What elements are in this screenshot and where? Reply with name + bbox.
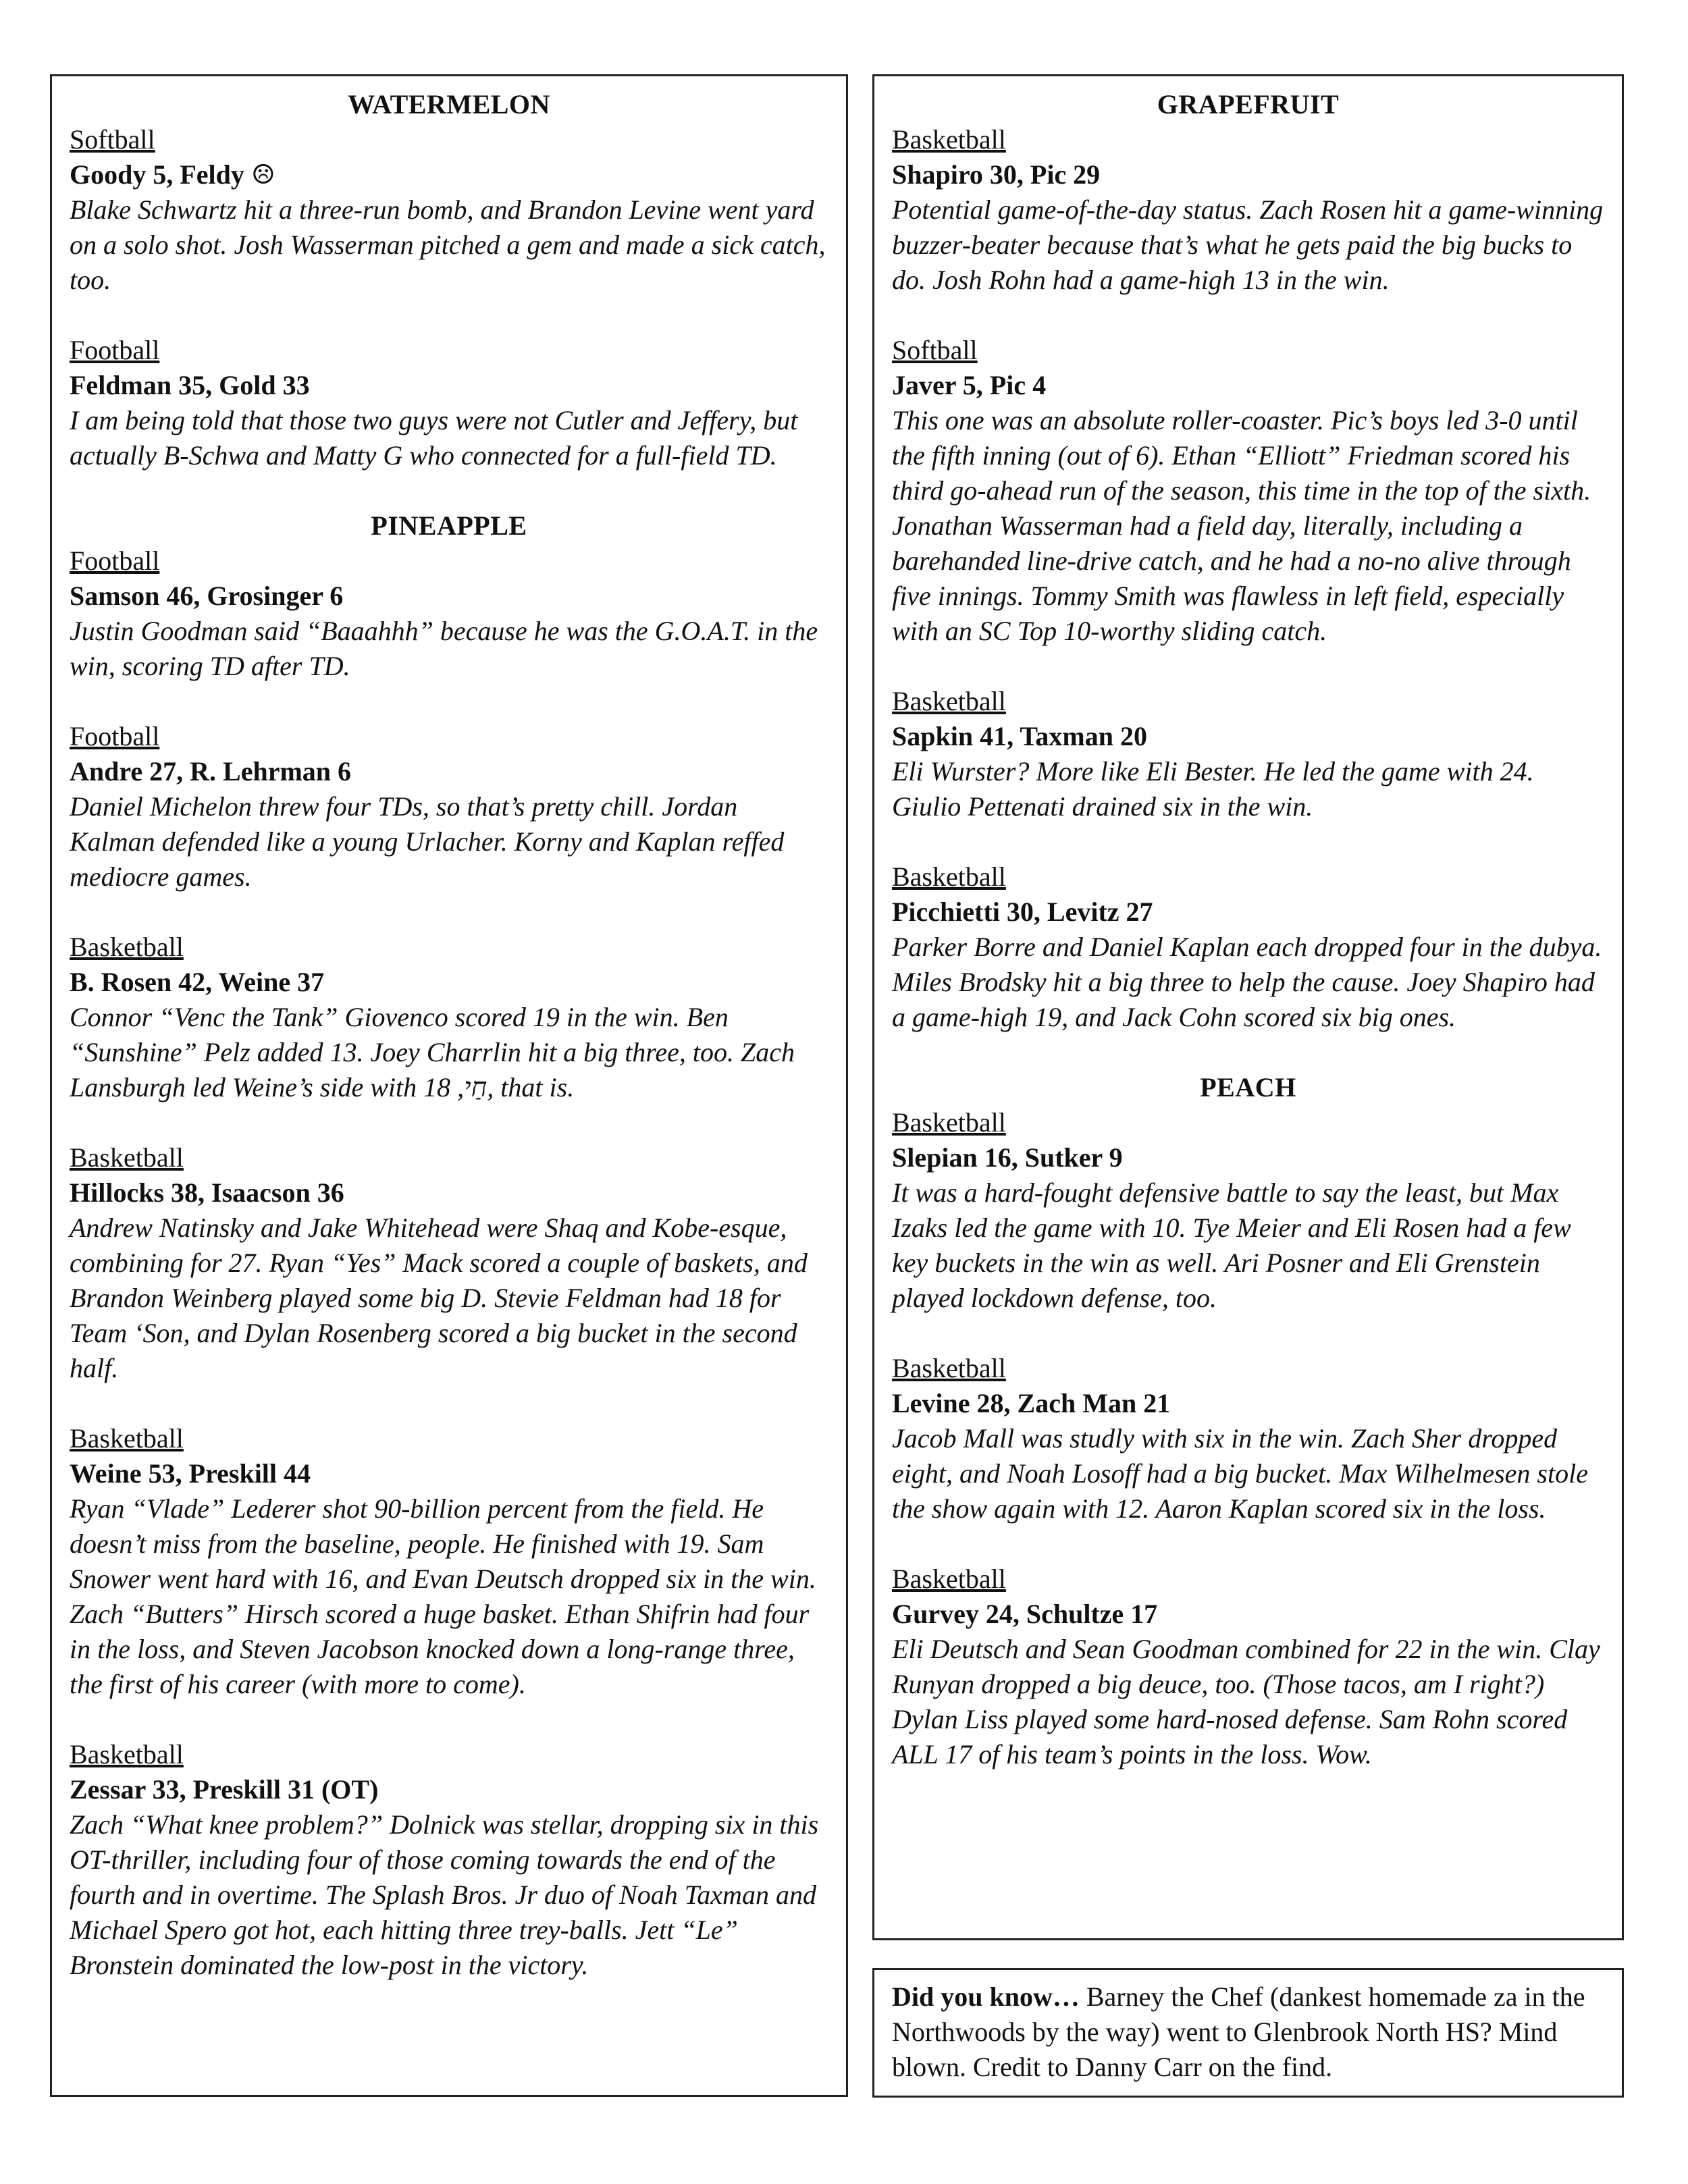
game-recap: Ryan “Vlade” Lederer shot 90-billion percent from the field. He doesn’t miss from the baseline, people. He finished with 19. Sam Snower went hard with 16, and Evan Deutsch dropped six in the win. Zach “Butters” Hirsch scored a huge basket. Ethan Shifrin had four in the loss, and Steven Jacobson knocked down a long-range three, the first of his career (with more to come).	[70, 1493, 816, 1699]
league-title: PEACH	[1200, 1072, 1296, 1102]
sport-label: Basketball	[892, 124, 1006, 155]
game-entry	[70, 719, 828, 895]
game-entry	[70, 1421, 828, 1702]
sport-label: Softball	[70, 124, 155, 155]
game-entry	[892, 1351, 1604, 1526]
game-recap: Parker Borre and Daniel Kaplan each dropped four in the dubya. Miles Brodsky hit a big three to help the cause. Joey Shapiro had a game-high 19, and Jack Cohn scored six big ones.	[892, 932, 1602, 1032]
sport-label: Basketball	[892, 1564, 1006, 1594]
game-entry	[892, 684, 1604, 824]
league-title: WATERMELON	[348, 89, 550, 119]
game-entry	[892, 1105, 1604, 1316]
game-score: Feldman 35, Gold 33	[70, 370, 310, 400]
sport-label: Football	[70, 721, 160, 751]
game-entry	[70, 543, 828, 684]
league-title: GRAPEFRUIT	[1157, 89, 1340, 119]
sport-label: Basketball	[70, 1423, 184, 1454]
game-recap: Connor “Venc the Tank” Giovenco scored 19 in the win. Ben “Sunshine” Pelz added 13. Joey Charrlin hit a big three, too. Zach Lansburgh led Weine’s side with חַי, 18, that is.	[70, 1002, 795, 1102]
game-recap: Daniel Michelon threw four TDs, so that’s pretty chill. Jordan Kalman defended like a young Urlacher. Korny and Kaplan reffed mediocre games.	[70, 791, 785, 892]
game-entry	[70, 1140, 828, 1386]
game-entry	[892, 333, 1604, 649]
game-score: Slepian 16, Sutker 9	[892, 1142, 1123, 1173]
sport-label: Football	[70, 545, 160, 576]
game-score: B. Rosen 42, Weine 37	[70, 967, 325, 997]
game-recap: Andrew Natinsky and Jake Whitehead were Shaq and Kobe-esque, combining for 27. Ryan “Yes” Mack scored a couple of baskets, and Brandon Weinberg played some big D. Stevie Feldman had 18 for Team ‘Son, and Dylan Rosenberg scored a big bucket in the second half.	[70, 1213, 808, 1383]
game-score: Levine 28, Zach Man 21	[892, 1388, 1171, 1418]
game-recap: Eli Deutsch and Sean Goodman combined for 22 in the win. Clay Runyan dropped a big deuce, too. (Those tacos, am I right?) Dylan Liss played some hard-nosed defense. Sam Rohn scored ALL 17 of his team’s points in the loss. Wow.	[892, 1634, 1600, 1769]
game-score: Hillocks 38, Isaacson 36	[70, 1177, 344, 1208]
game-score: Shapiro 30, Pic 29	[892, 159, 1101, 190]
sport-label: Basketball	[892, 1353, 1006, 1383]
game-score: Javer 5, Pic 4	[892, 370, 1047, 400]
game-score: Weine 53, Preskill 44	[70, 1458, 311, 1489]
game-entry	[70, 930, 828, 1105]
game-score: Samson 46, Grosinger 6	[70, 581, 344, 611]
sport-label: Basketball	[892, 1107, 1006, 1138]
game-recap: Jacob Mall was studly with six in the win. Zach Sher dropped eight, and Noah Losoff had a big bucket. Max Wilhelmesen stole the show again with 12. Aaron Kaplan scored six in the loss.	[892, 1423, 1588, 1524]
game-score: Goody 5, Feldy ☹	[70, 159, 275, 190]
game-recap: Eli Wurster? More like Eli Bester. He led the game with 24. Giulio Pettenati drained six in the win.	[892, 756, 1534, 822]
game-recap: Zach “What knee problem?” Dolnick was stellar, dropping six in this OT-thriller, including four of those coming towards the end of the fourth and in overtime. The Splash Bros. Jr duo of Noah Taxman and Michael Spero got hot, each hitting three trey-balls. Jett “Le” Bronstein dominated the low-post in the victory.	[70, 1809, 819, 1980]
game-recap: It was a hard-fought defensive battle to say the least, but Max Izaks led the game with 10. Tye Meier and Eli Rosen had a few key buckets in the win as well. Ari Posner and Eli Grenstein played lockdown defense, too.	[892, 1177, 1571, 1313]
trivia-box	[872, 1968, 1624, 2098]
game-entry	[70, 122, 828, 298]
league-title: PINEAPPLE	[371, 510, 527, 541]
trivia-lead: Did you know…	[892, 1981, 1080, 2012]
game-score: Picchietti 30, Levitz 27	[892, 897, 1153, 927]
sport-label: Softball	[892, 335, 978, 365]
sport-label: Basketball	[70, 1739, 184, 1769]
sport-label: Football	[70, 335, 160, 365]
game-recap: I am being told that those two guys were not Cutler and Jeffery, but actually B-Schwa and Matty G who connected for a full-field TD.	[70, 405, 798, 471]
trivia-text	[892, 1979, 1604, 2085]
game-score: Sapkin 41, Taxman 20	[892, 721, 1147, 751]
trivia-body: Barney the Chef (dankest homemade za in the Northwoods by the way) went to Glenbrook North HS? Mind blown. Credit to Danny Carr on the find.	[892, 1981, 1585, 2082]
game-recap: This one was an absolute roller-coaster. Pic’s boys led 3-0 until the fifth inning (out of 6). Ethan “Elliott” Friedman scored his third go-ahead run of the season, this time in the top of the sixth. Jonathan Wasserman had a field day, literally, including a barehanded line-drive catch, and he had a no-no alive through five innings. Tommy Smith was flawless in left field, especially with an SC Top 10-worthy sliding catch.	[892, 405, 1591, 646]
game-entry	[892, 859, 1604, 1035]
game-entry	[70, 1737, 828, 1983]
game-recap: Blake Schwartz hit a three-run bomb, and Brandon Levine went yard on a solo shot. Josh Wasserman pitched a gem and made a sick catch, too.	[70, 194, 826, 295]
game-score: Andre 27, R. Lehrman 6	[70, 756, 352, 787]
game-score: Zessar 33, Preskill 31 (OT)	[70, 1774, 379, 1805]
game-recap: Potential game-of-the-day status. Zach Rosen hit a game-winning buzzer-beater because that’s what he gets paid the big bucks to do. Josh Rohn had a game-high 13 in the win.	[892, 194, 1604, 295]
sport-label: Basketball	[892, 686, 1006, 716]
game-entry	[892, 1562, 1604, 1772]
game-score: Gurvey 24, Schultze 17	[892, 1599, 1158, 1629]
game-recap: Justin Goodman said “Baaahhh” because he was the G.O.A.T. in the win, scoring TD after TD.	[70, 616, 818, 681]
game-entry	[70, 333, 828, 473]
sport-label: Basketball	[70, 932, 184, 962]
sport-label: Basketball	[70, 1142, 184, 1173]
game-entry	[892, 122, 1604, 298]
right-column	[872, 74, 1624, 1940]
left-column	[50, 74, 848, 2097]
sport-label: Basketball	[892, 861, 1006, 892]
